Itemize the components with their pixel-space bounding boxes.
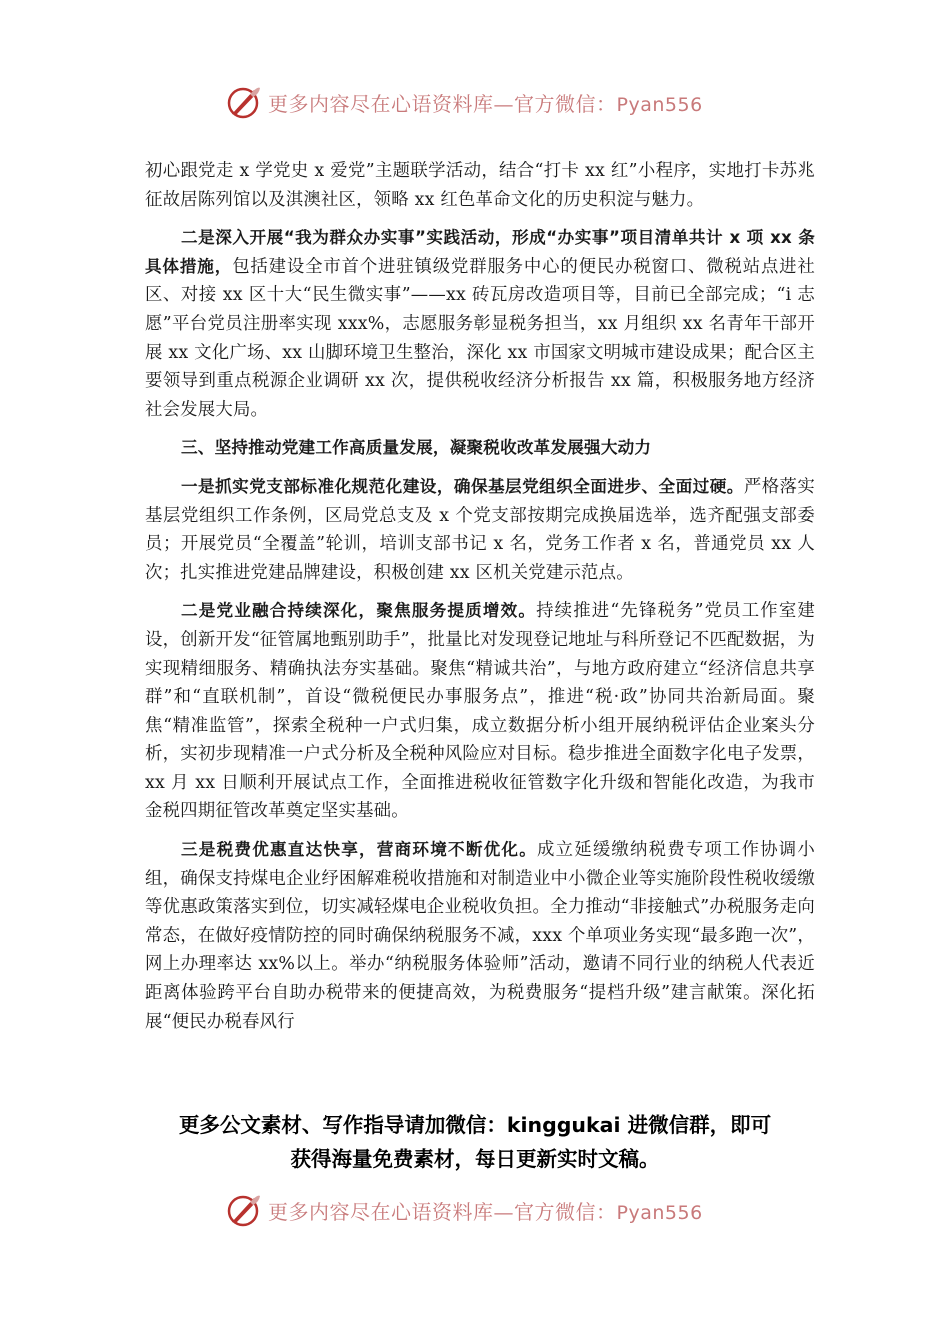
quill-pen-logo-icon <box>226 1192 262 1228</box>
wechat-id: Pyan556 <box>616 1201 703 1224</box>
document-body <box>145 157 815 1046</box>
paragraph-4-lead: 二是党业融合持续深化，聚焦服务提质增效。 <box>181 601 537 621</box>
paragraph-1: 初心跟党走 x 学党史 x 爱党”主题联学活动，结合“打卡 xx 红”小程序，实地打卡苏兆征故居陈列馆以及淇澳社区，领略 xx 红色革命文化的历史积淀与魅力。 <box>145 161 815 210</box>
section-heading-3: 三、坚持推动党建工作高质量发展，凝聚税收改革发展强大动力 <box>181 438 652 458</box>
header-banner <box>226 84 726 120</box>
paragraph-3: 一是抓实党支部标准化规范化建设，确保基层党组织全面进步、全面过硬。严格落实基层党组织工作条例，区局党总支及 x 个党支部按期完成换届选举，选齐配强支部委员；开展党员“全覆盖”轮训，培训支部书记 x 名，党务工作者 x 名，普通党员 xx 人次；扎实推进党建品牌建设，积极创建 xx 区机关党建示范点。 <box>145 476 815 583</box>
paragraph-5-lead: 三是税费优惠直达快享，营商环境不断优化。 <box>181 840 538 860</box>
promo-notice <box>100 1108 850 1176</box>
paragraph-2: 二是深入开展“我为群众办实事”实践活动，形成“办实事”项目清单共计 x 项 xx 条具体措施，包括建设全市首个进驻镇级党群服务中心的便民办税窗口、微税站点进社区、对接 xx 区十大“民生微实事”——xx 砖瓦房改造项目等，目前已全部完成；“i 志愿”平台党员注册率实现 xxx%，志愿服务彰显税务担当，xx 月组织 xx 名青年干部开展 xx 文化广场、xx 山脚环境卫生整治，深化 xx 市国家文明城市建设成果；配合区主要领导到重点税源企业调研 xx 次，提供税收经济分析报告 xx 篇，积极服务地方经济社会发展大局。 <box>145 228 816 420</box>
footer-banner <box>226 1192 726 1228</box>
promo-line-1: 更多公文素材、写作指导请加微信：kinggukai 进微信群，即可 <box>178 1113 772 1137</box>
paragraph-5: 三是税费优惠直达快享，营商环境不断优化。成立延缓缴纳税费专项工作协调小组，确保支持煤电企业纾困解难税收措施和对制造业中小微企业等实施阶段性税收缓缴等优惠政策落实到位，切实减轻煤电企业税收负担。全力推动“非接触式”办税服务走向常态，在做好疫情防控的同时确保纳税服务不减，xxx 个单项业务实现“最多跑一次”，网上办理率达 xx%以上。举办“纳税服务体验师”活动，邀请不同行业的纳税人代表近距离体验跨平台自助办税带来的便捷高效，为税费服务“提档升级”建言献策。深化拓展“便民办税春风行 <box>145 840 815 1032</box>
wechat-id: Pyan556 <box>616 93 703 116</box>
banner-text: 更多内容尽在心语资料库—官方微信：Pyan556 <box>268 1199 703 1224</box>
paragraph-4: 二是党业融合持续深化，聚焦服务提质增效。持续推进“先锋税务”党员工作室建设，创新开发“征管属地甄别助手”，批量比对发现登记地址与科所登记不匹配数据，为实现精细服务、精确执法夯实基础。聚焦“精诚共治”，与地方政府建立“经济信息共享群”和“直联机制”，首设“微税便民办事服务点”，推进“税·政”协同共治新局面。聚焦“精准监管”，探索全税种一户式归集，成立数据分析小组开展纳税评估企业案头分析，实初步现精准一户式分析及全税种风险应对目标。稳步推进全面数字化电子发票，xx 月 xx 日顺利开展试点工作，全面推进税收征管数字化升级和智能化改造，为我市金税四期征管改革奠定坚实基础。 <box>145 601 816 822</box>
quill-pen-logo-icon <box>226 84 262 120</box>
paragraph-2-lead: 二是深入开展“我为群众办实事”实践活动，形成“办实事”项目清单共计 x 项 xx 条具体措施， <box>145 228 815 276</box>
banner-text: 更多内容尽在心语资料库—官方微信：Pyan556 <box>268 91 703 116</box>
promo-line-2: 获得海量免费素材，每日更新实时文稿。 <box>290 1147 660 1171</box>
paragraph-3-lead: 一是抓实党支部标准化规范化建设，确保基层党组织全面进步、全面过硬。 <box>181 476 744 496</box>
